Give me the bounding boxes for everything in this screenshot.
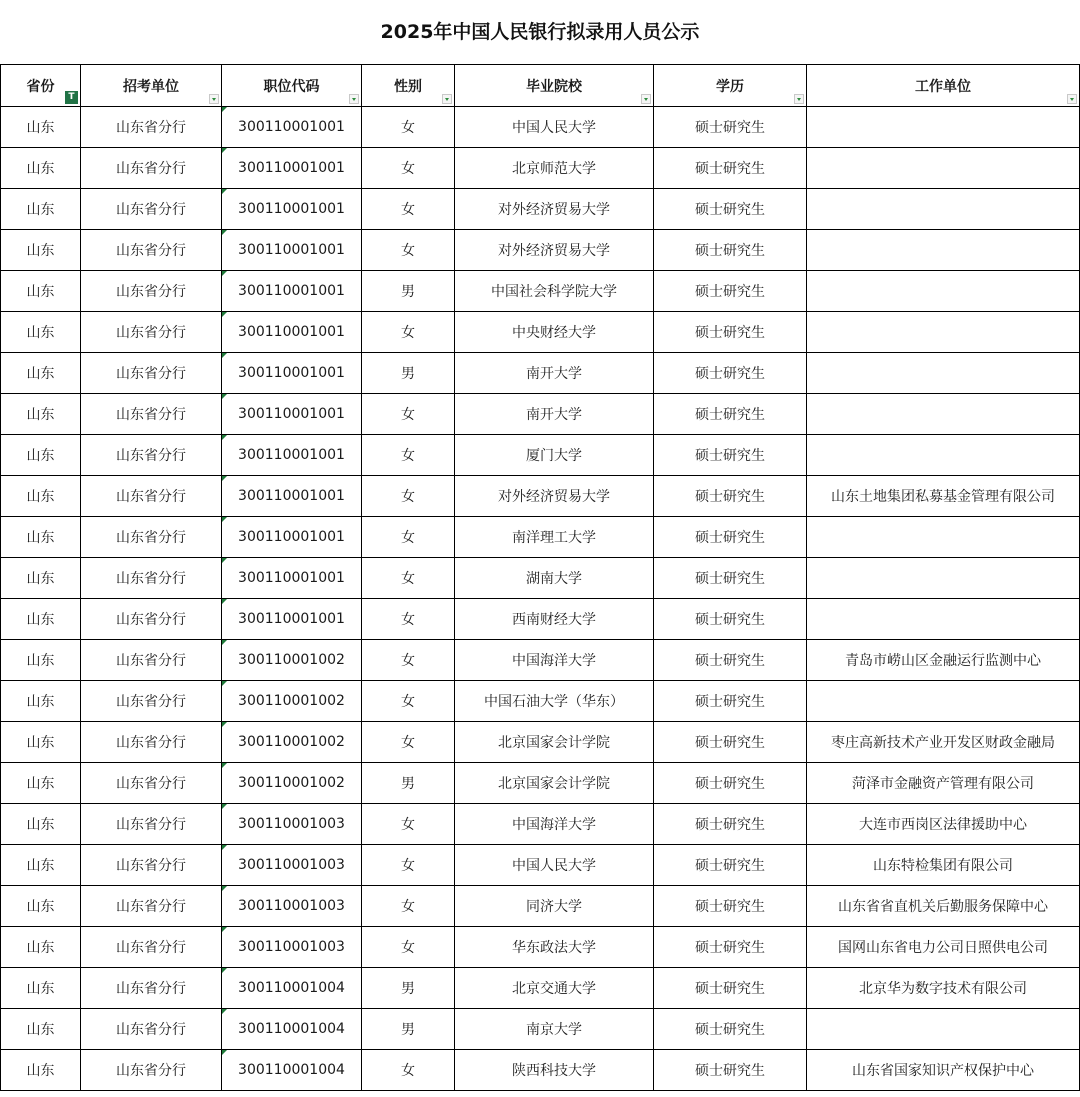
- text-number-marker-icon: [222, 1050, 227, 1055]
- text-number-marker-icon: [222, 804, 227, 809]
- cell-province[interactable]: 山东: [1, 517, 81, 558]
- filter-dropdown-icon[interactable]: [349, 94, 359, 104]
- cell-position-code[interactable]: 300110001001: [222, 476, 362, 517]
- cell-employer[interactable]: [807, 107, 1080, 148]
- filter-active-icon[interactable]: T: [65, 91, 78, 104]
- table-row: [1, 845, 1080, 886]
- text-number-marker-icon: [222, 845, 227, 850]
- cell-gender[interactable]: 女: [362, 189, 455, 230]
- cell-province[interactable]: 山东: [1, 107, 81, 148]
- text-number-marker-icon: [222, 353, 227, 358]
- cell-recruiting-unit[interactable]: 山东省分行: [81, 148, 222, 189]
- cell-province[interactable]: 山东: [1, 312, 81, 353]
- cell-province[interactable]: 山东: [1, 927, 81, 968]
- text-number-marker-icon: [222, 722, 227, 727]
- cell-employer[interactable]: 山东特检集团有限公司: [807, 845, 1080, 886]
- header-label: 省份: [26, 78, 55, 95]
- cell-province[interactable]: 山东: [1, 1050, 81, 1091]
- header-label: 学历: [716, 78, 744, 95]
- header-label: 职位代码: [263, 78, 320, 95]
- cell-school[interactable]: 中国海洋大学: [455, 640, 654, 681]
- cell-school[interactable]: 中国石油大学（华东）: [455, 681, 654, 722]
- cell-province[interactable]: 山东: [1, 886, 81, 927]
- table-row: [1, 148, 1080, 189]
- text-number-marker-icon: [222, 927, 227, 932]
- cell-position-code[interactable]: 300110001004: [222, 1050, 362, 1091]
- cell-province[interactable]: 山东: [1, 1009, 81, 1050]
- text-number-marker-icon: [222, 763, 227, 768]
- cell-gender[interactable]: 男: [362, 1009, 455, 1050]
- cell-gender[interactable]: 女: [362, 681, 455, 722]
- cell-school[interactable]: 对外经济贸易大学: [455, 230, 654, 271]
- cell-recruiting-unit[interactable]: 山东省分行: [81, 1050, 222, 1091]
- cell-employer[interactable]: [807, 394, 1080, 435]
- cell-gender[interactable]: 女: [362, 394, 455, 435]
- cell-school[interactable]: 中国社会科学院大学: [455, 271, 654, 312]
- table-row: [1, 1050, 1080, 1091]
- text-number-marker-icon: [222, 312, 227, 317]
- table-row: [1, 927, 1080, 968]
- header-cell-employer: [807, 65, 1080, 107]
- cell-province[interactable]: 山东: [1, 640, 81, 681]
- cell-school[interactable]: 对外经济贸易大学: [455, 476, 654, 517]
- table-body: [1, 107, 1080, 1091]
- cell-gender[interactable]: 男: [362, 353, 455, 394]
- cell-school[interactable]: 中国海洋大学: [455, 804, 654, 845]
- cell-school[interactable]: 北京国家会计学院: [455, 722, 654, 763]
- table-row: [1, 804, 1080, 845]
- cell-degree[interactable]: 硕士研究生: [654, 476, 807, 517]
- filter-dropdown-icon[interactable]: [209, 94, 219, 104]
- header-cell-province: [1, 65, 81, 107]
- header-label: 招考单位: [123, 78, 179, 95]
- table-row: [1, 558, 1080, 599]
- candidate-table: [0, 64, 1080, 1091]
- cell-employer[interactable]: 大连市西岗区法律援助中心: [807, 804, 1080, 845]
- cell-position-code[interactable]: 300110001002: [222, 640, 362, 681]
- cell-province[interactable]: 山东: [1, 968, 81, 1009]
- cell-recruiting-unit[interactable]: 山东省分行: [81, 353, 222, 394]
- text-number-marker-icon: [222, 148, 227, 153]
- cell-employer[interactable]: [807, 558, 1080, 599]
- cell-employer[interactable]: 山东省国家知识产权保护中心: [807, 1050, 1080, 1091]
- table-row: [1, 271, 1080, 312]
- cell-employer[interactable]: 山东土地集团私募基金管理有限公司: [807, 476, 1080, 517]
- cell-position-code[interactable]: 300110001001: [222, 517, 362, 558]
- cell-recruiting-unit[interactable]: 山东省分行: [81, 927, 222, 968]
- cell-position-code[interactable]: 300110001001: [222, 148, 362, 189]
- header-label: 性别: [394, 78, 422, 95]
- cell-position-code[interactable]: 300110001001: [222, 230, 362, 271]
- cell-position-code[interactable]: 300110001001: [222, 435, 362, 476]
- table-row: [1, 353, 1080, 394]
- cell-degree[interactable]: 硕士研究生: [654, 1050, 807, 1091]
- text-number-marker-icon: [222, 435, 227, 440]
- cell-province[interactable]: 山东: [1, 763, 81, 804]
- text-number-marker-icon: [222, 599, 227, 604]
- cell-gender[interactable]: 女: [362, 476, 455, 517]
- cell-gender[interactable]: 女: [362, 640, 455, 681]
- cell-recruiting-unit[interactable]: 山东省分行: [81, 107, 222, 148]
- table-header: [1, 65, 1080, 107]
- cell-recruiting-unit[interactable]: 山东省分行: [81, 271, 222, 312]
- cell-gender[interactable]: 女: [362, 558, 455, 599]
- text-number-marker-icon: [222, 968, 227, 973]
- cell-gender[interactable]: 女: [362, 722, 455, 763]
- header-cell-recruiting-unit: [81, 65, 222, 107]
- cell-province[interactable]: 山东: [1, 394, 81, 435]
- table-row: [1, 886, 1080, 927]
- cell-recruiting-unit[interactable]: 山东省分行: [81, 230, 222, 271]
- table-row: [1, 189, 1080, 230]
- cell-degree[interactable]: 硕士研究生: [654, 517, 807, 558]
- cell-position-code[interactable]: 300110001001: [222, 271, 362, 312]
- header-cell-school: [455, 65, 654, 107]
- cell-position-code[interactable]: 300110001001: [222, 189, 362, 230]
- text-number-marker-icon: [222, 476, 227, 481]
- cell-degree[interactable]: 硕士研究生: [654, 230, 807, 271]
- cell-recruiting-unit[interactable]: 山东省分行: [81, 517, 222, 558]
- cell-position-code[interactable]: 300110001004: [222, 968, 362, 1009]
- cell-employer[interactable]: [807, 681, 1080, 722]
- cell-recruiting-unit[interactable]: 山东省分行: [81, 845, 222, 886]
- cell-gender[interactable]: 女: [362, 845, 455, 886]
- cell-position-code[interactable]: 300110001001: [222, 312, 362, 353]
- cell-employer[interactable]: 山东省省直机关后勤服务保障中心: [807, 886, 1080, 927]
- text-number-marker-icon: [222, 558, 227, 563]
- cell-degree[interactable]: 硕士研究生: [654, 148, 807, 189]
- cell-degree[interactable]: 硕士研究生: [654, 804, 807, 845]
- filter-dropdown-icon[interactable]: [641, 94, 651, 104]
- cell-gender[interactable]: 女: [362, 927, 455, 968]
- cell-employer[interactable]: [807, 230, 1080, 271]
- cell-recruiting-unit[interactable]: 山东省分行: [81, 435, 222, 476]
- cell-gender[interactable]: 女: [362, 804, 455, 845]
- table-row: [1, 517, 1080, 558]
- cell-employer[interactable]: [807, 517, 1080, 558]
- cell-recruiting-unit[interactable]: 山东省分行: [81, 804, 222, 845]
- text-number-marker-icon: [222, 189, 227, 194]
- cell-gender[interactable]: 女: [362, 148, 455, 189]
- cell-recruiting-unit[interactable]: 山东省分行: [81, 681, 222, 722]
- header-label: 工作单位: [915, 78, 971, 95]
- cell-school[interactable]: 南开大学: [455, 394, 654, 435]
- cell-school[interactable]: 北京交通大学: [455, 968, 654, 1009]
- cell-school[interactable]: 同济大学: [455, 886, 654, 927]
- cell-recruiting-unit[interactable]: 山东省分行: [81, 189, 222, 230]
- cell-recruiting-unit[interactable]: 山东省分行: [81, 1009, 222, 1050]
- cell-province[interactable]: 山东: [1, 353, 81, 394]
- cell-degree[interactable]: 硕士研究生: [654, 722, 807, 763]
- cell-gender[interactable]: 男: [362, 763, 455, 804]
- cell-recruiting-unit[interactable]: 山东省分行: [81, 476, 222, 517]
- cell-position-code[interactable]: 300110001001: [222, 394, 362, 435]
- cell-degree[interactable]: 硕士研究生: [654, 763, 807, 804]
- cell-province[interactable]: 山东: [1, 435, 81, 476]
- cell-school[interactable]: 南洋理工大学: [455, 517, 654, 558]
- text-number-marker-icon: [222, 681, 227, 686]
- table-row: [1, 599, 1080, 640]
- cell-position-code[interactable]: 300110001003: [222, 845, 362, 886]
- table-row: [1, 640, 1080, 681]
- cell-province[interactable]: 山东: [1, 599, 81, 640]
- text-number-marker-icon: [222, 1009, 227, 1014]
- cell-position-code[interactable]: 300110001003: [222, 886, 362, 927]
- cell-province[interactable]: 山东: [1, 189, 81, 230]
- cell-employer[interactable]: [807, 148, 1080, 189]
- cell-recruiting-unit[interactable]: 山东省分行: [81, 558, 222, 599]
- cell-school[interactable]: 南开大学: [455, 353, 654, 394]
- filter-dropdown-icon[interactable]: [442, 94, 452, 104]
- cell-position-code[interactable]: 300110001002: [222, 681, 362, 722]
- cell-employer[interactable]: [807, 271, 1080, 312]
- cell-province[interactable]: 山东: [1, 804, 81, 845]
- table-row: [1, 394, 1080, 435]
- cell-gender[interactable]: 女: [362, 599, 455, 640]
- cell-employer[interactable]: 枣庄高新技术产业开发区财政金融局: [807, 722, 1080, 763]
- cell-position-code[interactable]: 300110001002: [222, 763, 362, 804]
- cell-degree[interactable]: 硕士研究生: [654, 107, 807, 148]
- cell-position-code[interactable]: 300110001001: [222, 353, 362, 394]
- cell-recruiting-unit[interactable]: 山东省分行: [81, 763, 222, 804]
- cell-degree[interactable]: 硕士研究生: [654, 1009, 807, 1050]
- text-number-marker-icon: [222, 886, 227, 891]
- text-number-marker-icon: [222, 107, 227, 112]
- cell-province[interactable]: 山东: [1, 271, 81, 312]
- cell-school[interactable]: 西南财经大学: [455, 599, 654, 640]
- cell-degree[interactable]: 硕士研究生: [654, 886, 807, 927]
- table-row: [1, 230, 1080, 271]
- cell-degree[interactable]: 硕士研究生: [654, 845, 807, 886]
- header-label: 毕业院校: [526, 78, 582, 95]
- cell-recruiting-unit[interactable]: 山东省分行: [81, 968, 222, 1009]
- cell-province[interactable]: 山东: [1, 558, 81, 599]
- cell-gender[interactable]: 男: [362, 271, 455, 312]
- cell-degree[interactable]: 硕士研究生: [654, 599, 807, 640]
- table-row: [1, 1009, 1080, 1050]
- cell-recruiting-unit[interactable]: 山东省分行: [81, 640, 222, 681]
- table-row: [1, 681, 1080, 722]
- table-row: [1, 435, 1080, 476]
- filter-dropdown-icon[interactable]: [794, 94, 804, 104]
- cell-gender[interactable]: 女: [362, 107, 455, 148]
- text-number-marker-icon: [222, 640, 227, 645]
- cell-school[interactable]: 北京师范大学: [455, 148, 654, 189]
- cell-degree[interactable]: 硕士研究生: [654, 353, 807, 394]
- cell-position-code[interactable]: 300110001004: [222, 1009, 362, 1050]
- cell-school[interactable]: 华东政法大学: [455, 927, 654, 968]
- cell-gender[interactable]: 女: [362, 435, 455, 476]
- cell-degree[interactable]: 硕士研究生: [654, 312, 807, 353]
- header-cell-gender: [362, 65, 455, 107]
- cell-recruiting-unit[interactable]: 山东省分行: [81, 312, 222, 353]
- cell-recruiting-unit[interactable]: 山东省分行: [81, 886, 222, 927]
- cell-school[interactable]: 中国人民大学: [455, 845, 654, 886]
- cell-degree[interactable]: 硕士研究生: [654, 558, 807, 599]
- cell-gender[interactable]: 女: [362, 230, 455, 271]
- cell-position-code[interactable]: 300110001003: [222, 927, 362, 968]
- cell-degree[interactable]: 硕士研究生: [654, 435, 807, 476]
- cell-province[interactable]: 山东: [1, 476, 81, 517]
- cell-school[interactable]: 中央财经大学: [455, 312, 654, 353]
- cell-recruiting-unit[interactable]: 山东省分行: [81, 394, 222, 435]
- cell-employer[interactable]: 国网山东省电力公司日照供电公司: [807, 927, 1080, 968]
- cell-school[interactable]: 中国人民大学: [455, 107, 654, 148]
- cell-school[interactable]: 厦门大学: [455, 435, 654, 476]
- filter-dropdown-icon[interactable]: [1067, 94, 1077, 104]
- cell-degree[interactable]: 硕士研究生: [654, 189, 807, 230]
- cell-employer[interactable]: 北京华为数字技术有限公司: [807, 968, 1080, 1009]
- cell-gender[interactable]: 女: [362, 1050, 455, 1091]
- cell-degree[interactable]: 硕士研究生: [654, 394, 807, 435]
- text-number-marker-icon: [222, 271, 227, 276]
- page-title: 2025年中国人民银行拟录用人员公示: [380, 21, 700, 43]
- header-cell-position-code: [222, 65, 362, 107]
- cell-recruiting-unit[interactable]: 山东省分行: [81, 722, 222, 763]
- cell-employer[interactable]: [807, 312, 1080, 353]
- cell-school[interactable]: 陕西科技大学: [455, 1050, 654, 1091]
- text-number-marker-icon: [222, 394, 227, 399]
- cell-school[interactable]: 湖南大学: [455, 558, 654, 599]
- cell-degree[interactable]: 硕士研究生: [654, 968, 807, 1009]
- cell-gender[interactable]: 男: [362, 968, 455, 1009]
- table-row: [1, 312, 1080, 353]
- cell-recruiting-unit[interactable]: 山东省分行: [81, 599, 222, 640]
- cell-position-code[interactable]: 300110001003: [222, 804, 362, 845]
- cell-employer[interactable]: 青岛市崂山区金融运行监测中心: [807, 640, 1080, 681]
- cell-employer[interactable]: [807, 353, 1080, 394]
- cell-school[interactable]: 北京国家会计学院: [455, 763, 654, 804]
- table-row: [1, 722, 1080, 763]
- header-row: [1, 65, 1080, 107]
- cell-province[interactable]: 山东: [1, 230, 81, 271]
- table-row: [1, 968, 1080, 1009]
- cell-employer[interactable]: [807, 435, 1080, 476]
- cell-school[interactable]: 对外经济贸易大学: [455, 189, 654, 230]
- table-row: [1, 476, 1080, 517]
- cell-employer[interactable]: 菏泽市金融资产管理有限公司: [807, 763, 1080, 804]
- cell-province[interactable]: 山东: [1, 722, 81, 763]
- cell-position-code[interactable]: 300110001001: [222, 599, 362, 640]
- cell-gender[interactable]: 女: [362, 886, 455, 927]
- cell-degree[interactable]: 硕士研究生: [654, 640, 807, 681]
- cell-province[interactable]: 山东: [1, 681, 81, 722]
- cell-gender[interactable]: 女: [362, 517, 455, 558]
- cell-province[interactable]: 山东: [1, 148, 81, 189]
- table-row: [1, 763, 1080, 804]
- cell-position-code[interactable]: 300110001002: [222, 722, 362, 763]
- text-number-marker-icon: [222, 517, 227, 522]
- cell-position-code[interactable]: 300110001001: [222, 558, 362, 599]
- cell-degree[interactable]: 硕士研究生: [654, 681, 807, 722]
- table-row: [1, 107, 1080, 148]
- cell-position-code[interactable]: 300110001001: [222, 107, 362, 148]
- cell-province[interactable]: 山东: [1, 845, 81, 886]
- cell-employer[interactable]: [807, 1009, 1080, 1050]
- cell-employer[interactable]: [807, 189, 1080, 230]
- header-cell-degree: [654, 65, 807, 107]
- cell-degree[interactable]: 硕士研究生: [654, 271, 807, 312]
- cell-gender[interactable]: 女: [362, 312, 455, 353]
- cell-employer[interactable]: [807, 599, 1080, 640]
- cell-school[interactable]: 南京大学: [455, 1009, 654, 1050]
- cell-degree[interactable]: 硕士研究生: [654, 927, 807, 968]
- text-number-marker-icon: [222, 230, 227, 235]
